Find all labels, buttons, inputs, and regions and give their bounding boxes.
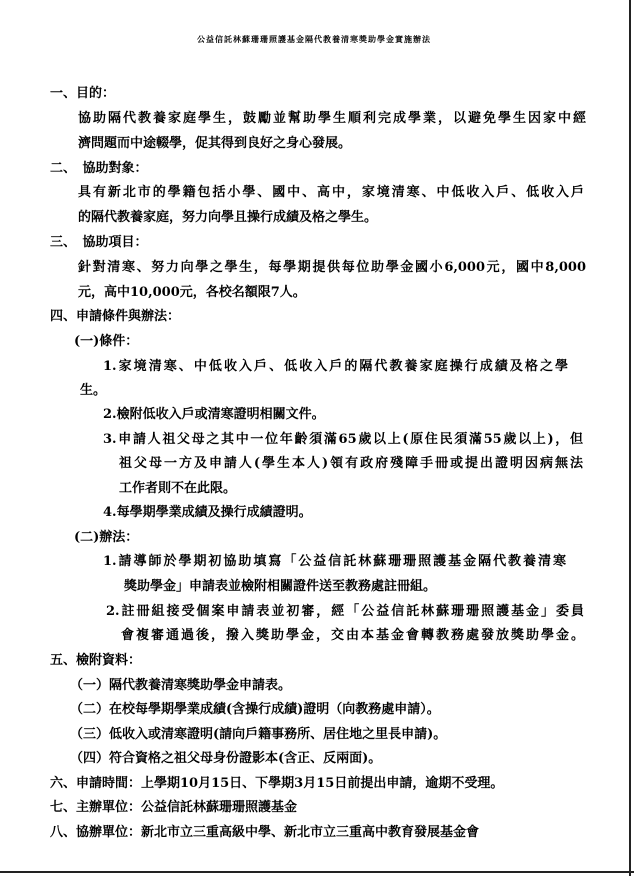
section-2-text-line-2: 的隔代教養家庭，努力向學且操行成績及格之學生。 <box>78 210 378 225</box>
section-4-sub-2-item-2-line-2: 會複審通過後，撥入獎助學金，交由本基金會轉教務處發放獎助學金。 <box>121 628 584 643</box>
section-5-item-3: （三）低收入或清寒證明(請向戶籍事務所、居住地之里長申請)。 <box>70 727 447 742</box>
section-4-heading: 四、申請條件與辦法： <box>50 309 181 324</box>
section-4-sub-1-item-4: 4.每學期學業成績及操行成績證明。 <box>103 505 312 520</box>
section-4-sub-1-item-3-line-2: 祖父母一方及申請人(學生本人)領有政府殘障手冊或提出證明因病無法 <box>119 456 583 471</box>
section-2-text-line-1: 具有新北市的學籍包括小學、國中、高中，家境清寒、中低收入戶、低收入戶 <box>78 185 584 200</box>
section-7-organizer: 七、主辦單位：公益信託林蘇珊珊照護基金 <box>50 800 298 815</box>
section-1-heading: 一、目的： <box>50 86 116 101</box>
section-4-sub-1-heading: (一)條件： <box>74 334 139 349</box>
section-4-sub-2-item-1-line-1: 1.請導師於學期初協助填寫「公益信託林蘇珊珊照護基金隔代教養清寒 <box>103 554 566 569</box>
document-title: 公益信託林蘇珊珊照護基金隔代教養清寒獎助學金實施辦法 <box>197 34 431 44</box>
section-8-co-organizers: 八、協辦單位：新北市立三重高級中學、新北市立三重高中教育發展基金會 <box>50 825 480 840</box>
section-6-application-period: 六、申請時間：上學期10月15日、下學期3月15日前提出申請，逾期不受理。 <box>50 776 504 791</box>
section-1-text-line-1: 協助隔代教養家庭學生，鼓勵並幫助學生順利完成學業，以避免學生因家中經 <box>78 111 586 126</box>
page-border-right <box>629 0 631 876</box>
section-4-sub-2-item-2-line-1: 2.註冊組接受個案申請表並初審，經「公益信託林蘇珊珊照護基金」委員 <box>106 604 584 619</box>
section-4-sub-1-item-1-line-1: 1.家境清寒、中低收入戶、低收入戶的隔代教養家庭操行成績及格之學 <box>103 359 568 374</box>
section-4-sub-1-item-1-line-2: 生。 <box>80 383 107 398</box>
section-4-sub-1-item-2: 2.檢附低收入戶或清寒證明相關文件。 <box>103 407 325 422</box>
page-border-bottom <box>0 871 634 873</box>
section-4-sub-2-item-1-line-2: 獎助學金」申請表並檢附相關證件送至教務處註冊組。 <box>124 579 437 594</box>
section-1-text-line-2: 濟問題而中途輟學，促其得到良好之身心發展。 <box>78 136 352 151</box>
section-4-sub-1-item-3-line-1: 3.申請人祖父母之其中一位年齡須滿65歲以上(原住民須滿55歲以上)，但 <box>103 432 583 447</box>
section-5-item-4: （四）符合資格之祖父母身份證影本(含正、反兩面)。 <box>70 751 382 766</box>
section-4-sub-1-item-3-line-3: 工作者則不在此限。 <box>119 481 237 496</box>
section-3-text-line-1: 針對清寒、努力向學之學生，每學期提供每位助學金國小6,000元，國中8,000 <box>78 260 586 275</box>
section-5-item-2: （二）在校每學期學業成績(含操行成績)證明（向教務處申請）。 <box>70 702 440 717</box>
section-5-heading: 五、檢附資料： <box>50 653 142 668</box>
section-5-item-1: （一）隔代教養清寒獎助學金申請表。 <box>70 678 292 693</box>
section-3-heading: 三、 協助項目： <box>50 235 148 250</box>
section-2-heading: 二、 協助對象： <box>50 161 148 176</box>
section-3-text-line-2: 元，高中10,000元，各校名額限7人。 <box>78 285 306 300</box>
section-4-sub-2-heading: (二)辦法： <box>74 530 139 545</box>
